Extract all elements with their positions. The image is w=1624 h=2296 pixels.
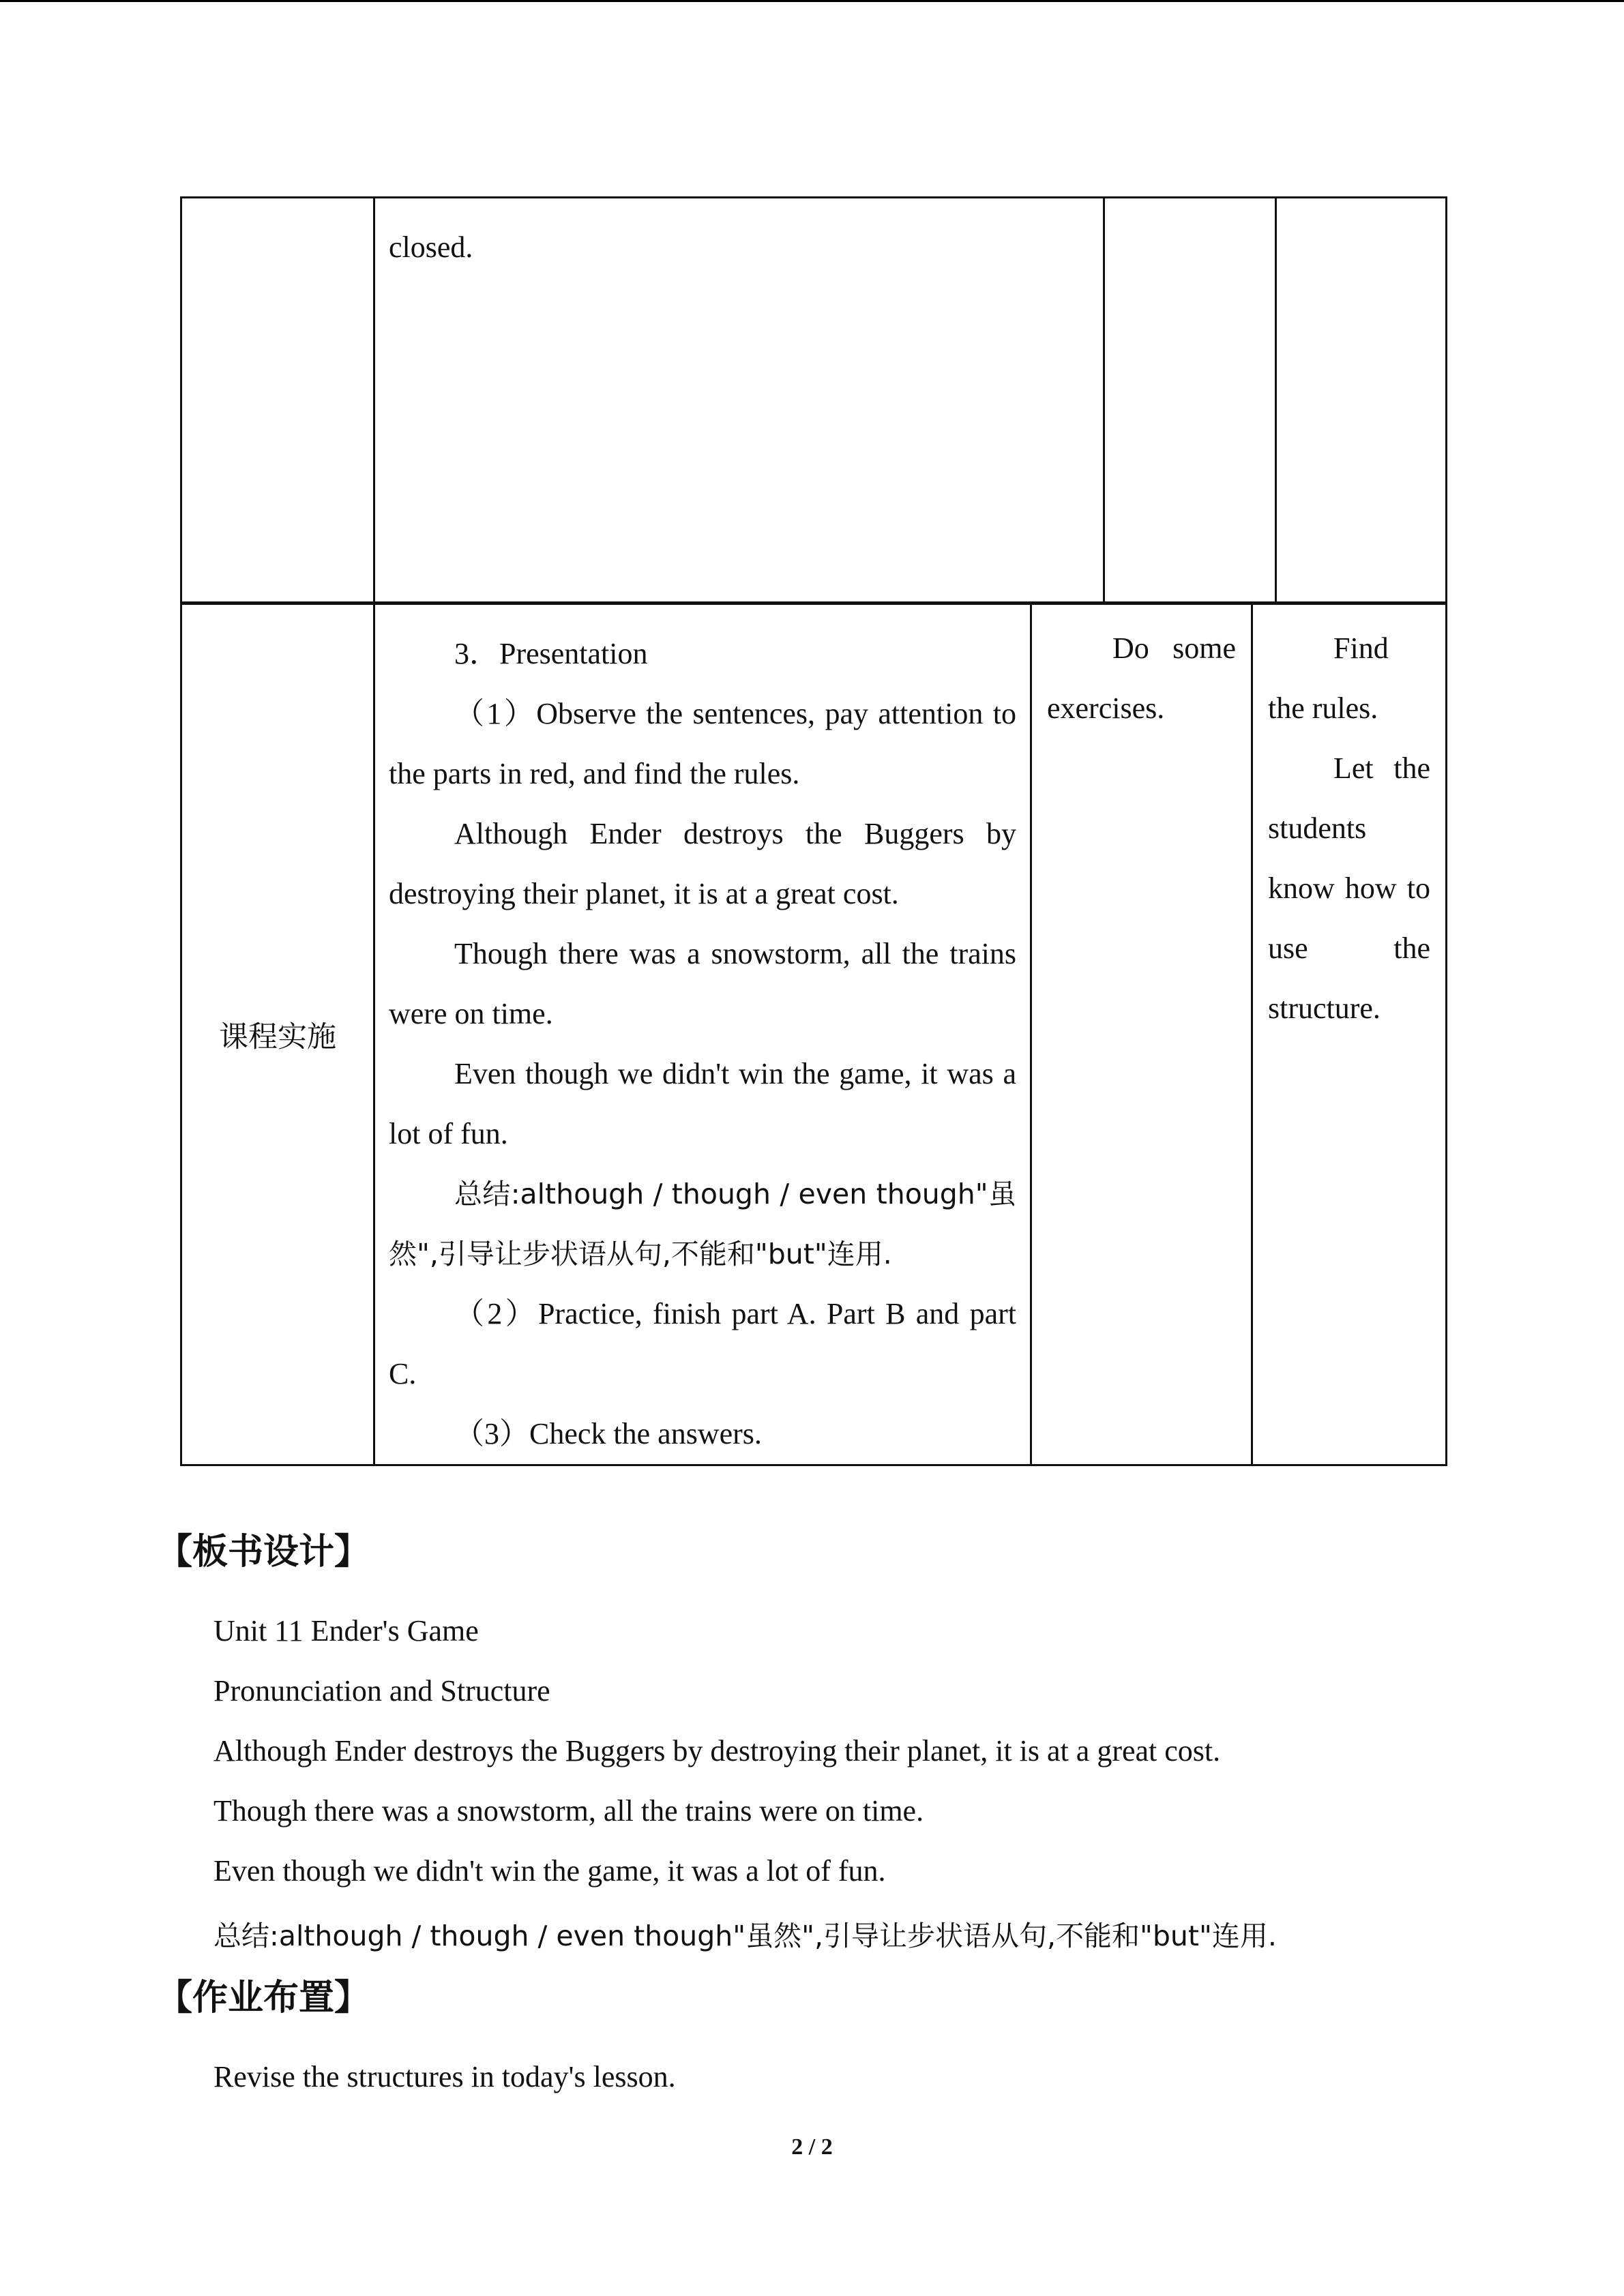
board-line-6: 总结:although / though / even though"虽然",引导让步状语从句,不能和"but"连用. bbox=[213, 1920, 1277, 1952]
top-border-line bbox=[0, 0, 1624, 2]
content-cell bbox=[374, 198, 1104, 603]
design-intent-cell bbox=[1252, 604, 1447, 1465]
lesson-table bbox=[180, 603, 1447, 1466]
example-3: Even though we didn't win the game, it was a lot of fun. bbox=[389, 1057, 1016, 1150]
step-2: （2）Practice, finish part A. Part B and part C. bbox=[389, 1297, 1016, 1390]
student-activity-cell bbox=[1104, 198, 1276, 603]
section-label: 课程实施 bbox=[219, 1019, 336, 1054]
page-number: 2 / 2 bbox=[791, 2134, 833, 2160]
design-intent-line-1: Find the rules. bbox=[1268, 631, 1389, 725]
table-row bbox=[181, 198, 1447, 603]
content-text: closed. bbox=[389, 230, 473, 264]
example-2: Though there was a snowstorm, all the trains were on time. bbox=[389, 937, 1016, 1030]
student-activity-text: Do some exercises. bbox=[1047, 631, 1236, 725]
board-line-4: Though there was a snowstorm, all the trains were on time. bbox=[213, 1794, 924, 1828]
board-design-heading: 【板书设计】 bbox=[157, 1532, 370, 1572]
table-row bbox=[181, 604, 1447, 1465]
board-line-5: Even though we didn't win the game, it was a lot of fun. bbox=[213, 1854, 886, 1888]
example-1: Although Ender destroys the Buggers by destroying their planet, it is at a great cost. bbox=[389, 817, 1016, 910]
design-intent-line-2: Let the students know how to use the structure. bbox=[1268, 751, 1430, 1025]
presentation-title: 3．Presentation bbox=[454, 637, 648, 670]
homework-heading: 【作业布置】 bbox=[157, 1978, 370, 2018]
board-line-2: Pronunciation and Structure bbox=[213, 1674, 550, 1708]
step-1: （1）Observe the sentences, pay attention to the parts in red, and find the rules. bbox=[389, 697, 1016, 790]
label-cell bbox=[181, 198, 374, 603]
summary: 总结:although / though / even though"虽然",引导让步状语从句,不能和"but"连用. bbox=[389, 1178, 1016, 1270]
board-line-3: Although Ender destroys the Buggers by destroying their planet, it is at a great cost. bbox=[213, 1734, 1221, 1768]
student-activity-cell bbox=[1031, 604, 1252, 1465]
lesson-table-continued bbox=[180, 196, 1447, 603]
content-cell bbox=[374, 604, 1031, 1465]
label-cell bbox=[181, 604, 374, 1465]
board-line-1: Unit 11 Ender's Game bbox=[213, 1614, 479, 1648]
step-3: （3）Check the answers. bbox=[454, 1417, 762, 1450]
homework-text: Revise the structures in today's lesson. bbox=[213, 2060, 676, 2093]
design-intent-cell bbox=[1276, 198, 1447, 603]
